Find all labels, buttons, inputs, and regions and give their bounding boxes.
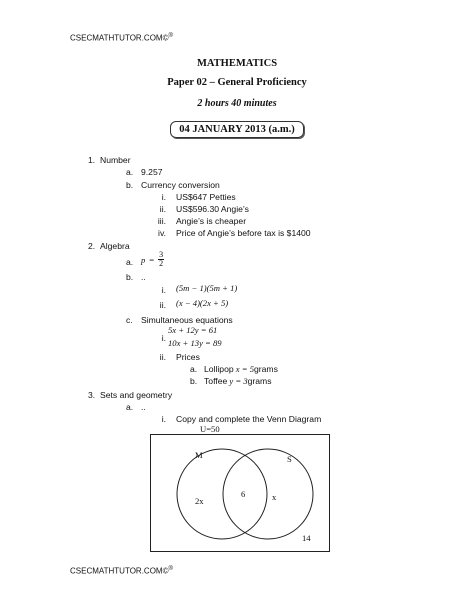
q2a-equation (141, 250, 164, 268)
q2c-label: c. (126, 315, 133, 325)
q2b-dots: .. (141, 272, 146, 282)
q2c-equation-2: 10x + 13y = 89 (168, 338, 222, 348)
q1-title: Number (100, 155, 131, 165)
q2c-i-label: i. (161, 333, 166, 343)
toffee-unit: grams (247, 376, 272, 386)
exam-date: 04 JANUARY 2013 (a.m.) (170, 121, 304, 138)
q2c-ii-b-line (204, 376, 272, 386)
q2b-i-label: i. (161, 285, 166, 295)
top-watermark (70, 33, 173, 43)
q2a-label: a. (126, 257, 134, 267)
toffee-label: Toffee (204, 376, 228, 386)
q2c-title: Simultaneous equations (141, 315, 233, 325)
q2c-ii-title: Prices (176, 352, 200, 362)
q3-number: 3. (88, 390, 96, 400)
q1b-label: b. (126, 180, 134, 190)
q3-i-label: i. (161, 414, 166, 424)
q2c-ii-b-label: b. (190, 376, 198, 386)
q1b-item-text: Angie’s is cheaper (176, 216, 247, 226)
lollipop-math: x = 5 (235, 364, 254, 374)
q1a-value: 9.257 (141, 167, 163, 177)
q2-number: 2. (88, 241, 96, 251)
q1b-item-text: US$647 Petties (176, 192, 236, 202)
q1-number: 1. (88, 155, 96, 165)
lollipop-unit: grams (254, 364, 278, 374)
q2c-ii-a-line (204, 364, 278, 374)
universal-set-label: U=50 (200, 424, 220, 434)
fraction-denominator: 2 (159, 258, 164, 268)
q2b-ii-expression: (x − 4)(2x + 5) (176, 298, 229, 308)
q3a-dots: .. (141, 402, 146, 412)
lollipop-label: Lollipop (204, 364, 234, 374)
q3-i-text: Copy and complete the Venn Diagram (176, 414, 322, 424)
q2c-ii-a-label: a. (190, 364, 198, 374)
date-container (0, 119, 474, 137)
m-only-region: 2x (195, 496, 204, 506)
q1b-item-label: iii. (157, 216, 166, 226)
q1b-item-label: i. (161, 192, 166, 202)
q2a-equals: = (149, 255, 155, 265)
registered-mark: ® (168, 33, 173, 39)
q2b-label: b. (126, 272, 134, 282)
q1b-item-text: US$596.30 Angie’s (176, 204, 249, 214)
toffee-math: y = 3 (229, 376, 248, 386)
q1b-item-text: Price of Angie’s before tax is $1400 (176, 228, 311, 238)
q2b-i-expression: (5m − 1)(5m + 1) (176, 283, 238, 293)
paper-title: Paper 02 – General Proficiency (167, 77, 307, 88)
q2-title: Algebra (100, 241, 130, 251)
q3-title: Sets and geometry (100, 390, 173, 400)
q1b-item-label: iv. (158, 228, 166, 238)
intersection-region: 6 (241, 489, 246, 499)
fraction-numerator: 3 (159, 249, 164, 259)
set-m-label: M (195, 450, 203, 460)
q2c-equation-1: 5x + 12y = 61 (168, 325, 218, 335)
registered-mark: ® (168, 566, 173, 572)
s-only-region: x (272, 492, 277, 502)
subject-title: MATHEMATICS (196, 58, 278, 69)
q2b-ii-label: ii. (159, 300, 166, 310)
duration: 2 hours 40 minutes (197, 98, 277, 109)
q3a-label: a. (126, 402, 134, 412)
outside-region: 14 (302, 533, 311, 543)
set-s-circle (223, 449, 313, 539)
q2a-fraction (158, 251, 164, 268)
q2a-variable: p (141, 255, 146, 265)
bottom-watermark (70, 566, 173, 576)
set-s-label: S (287, 454, 292, 464)
q2c-ii-label: ii. (159, 352, 166, 362)
q1b-item-label: ii. (159, 204, 166, 214)
q1a-label: a. (126, 167, 134, 177)
watermark-text: CSECMATHTUTOR.COM© (70, 33, 169, 43)
q1b-title: Currency conversion (141, 180, 220, 190)
watermark-text: CSECMATHTUTOR.COM© (70, 566, 169, 576)
set-m-circle (177, 449, 267, 539)
